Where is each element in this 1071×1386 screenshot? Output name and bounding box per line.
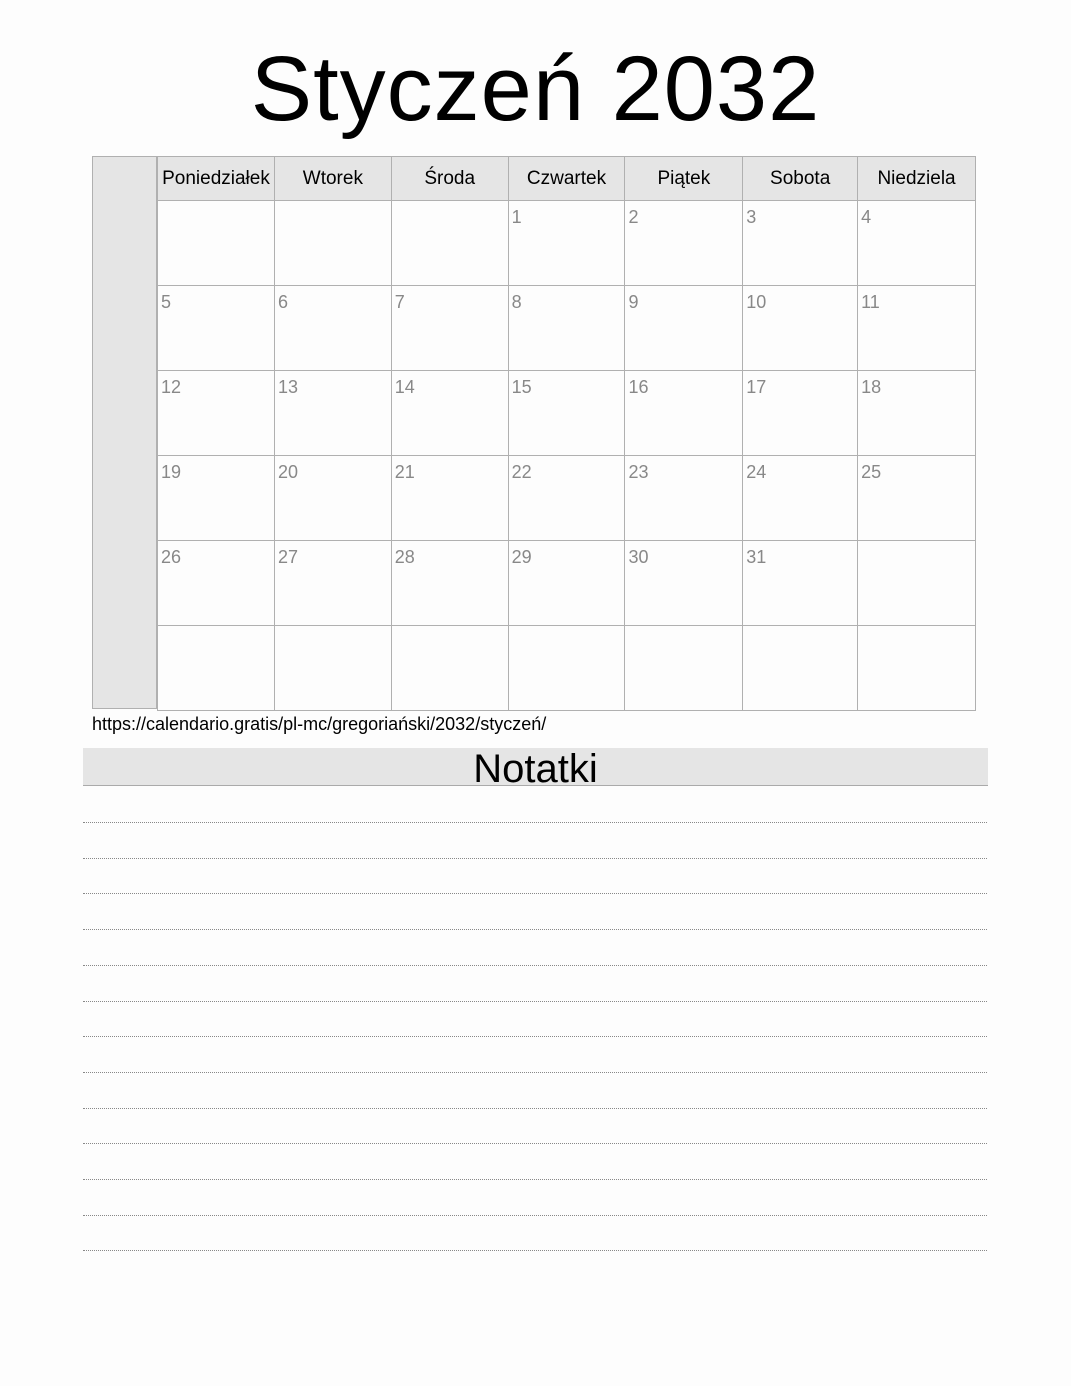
day-cell xyxy=(858,286,976,371)
day-number xyxy=(275,201,391,207)
day-number: 29 xyxy=(511,547,532,567)
day-number: 20 xyxy=(277,462,298,482)
weekday-header-row xyxy=(158,157,976,201)
day-cell xyxy=(858,201,976,286)
weekday-header: Sobota xyxy=(743,157,858,201)
day-number: 6 xyxy=(277,292,288,312)
day-number: 28 xyxy=(394,547,415,567)
day-cell xyxy=(625,201,743,286)
day-number xyxy=(858,541,975,547)
weekday-header: Piątek xyxy=(625,157,743,201)
day-number xyxy=(509,626,625,632)
day-cell xyxy=(391,371,508,456)
source-link[interactable]: https://calendario.gratis/pl-mc/gregoriański/2032/styczeń/ xyxy=(92,714,547,734)
weekday-header: Wtorek xyxy=(274,157,391,201)
day-number: 15 xyxy=(511,377,532,397)
day-cell xyxy=(158,541,275,626)
week-row xyxy=(158,456,976,541)
day-number: 31 xyxy=(746,547,767,567)
day-number: 27 xyxy=(277,547,298,567)
notes-line xyxy=(83,1108,987,1109)
day-cell xyxy=(625,286,743,371)
day-cell xyxy=(508,541,625,626)
day-cell xyxy=(858,541,976,626)
calendar-grid xyxy=(92,156,976,709)
notes-line xyxy=(83,1036,987,1037)
weekday-header: Czwartek xyxy=(508,157,625,201)
day-cell xyxy=(158,626,275,711)
weekday-header: Środa xyxy=(391,157,508,201)
day-number: 2 xyxy=(628,207,639,227)
day-number: 25 xyxy=(861,462,882,482)
weekday-header: Niedziela xyxy=(858,157,976,201)
day-cell xyxy=(391,286,508,371)
day-cell xyxy=(625,371,743,456)
day-cell xyxy=(743,201,858,286)
notes-line xyxy=(83,1072,987,1073)
day-cell xyxy=(274,286,391,371)
notes-line xyxy=(83,1001,987,1002)
day-cell xyxy=(743,371,858,456)
day-number: 26 xyxy=(161,547,182,567)
day-cell xyxy=(274,371,391,456)
day-cell xyxy=(391,201,508,286)
day-cell xyxy=(274,541,391,626)
day-number: 5 xyxy=(161,292,172,312)
day-cell xyxy=(158,201,275,286)
day-number xyxy=(625,626,742,632)
day-number xyxy=(158,201,274,207)
day-number: 17 xyxy=(746,377,767,397)
day-cell xyxy=(743,456,858,541)
day-cell xyxy=(508,456,625,541)
notes-line xyxy=(83,1250,987,1251)
day-number: 7 xyxy=(394,292,405,312)
day-cell xyxy=(158,456,275,541)
day-cell xyxy=(391,456,508,541)
day-cell xyxy=(625,541,743,626)
day-number: 16 xyxy=(628,377,649,397)
week-sidebar xyxy=(92,156,157,709)
week-row xyxy=(158,371,976,456)
day-cell xyxy=(625,626,743,711)
day-cell xyxy=(743,286,858,371)
day-cell xyxy=(391,541,508,626)
day-number: 21 xyxy=(394,462,415,482)
day-number xyxy=(158,626,274,632)
day-number: 11 xyxy=(861,292,880,312)
notes-line xyxy=(83,1179,987,1180)
week-row xyxy=(158,286,976,371)
day-cell xyxy=(858,456,976,541)
day-number: 3 xyxy=(746,207,757,227)
day-number xyxy=(392,626,508,632)
notes-line xyxy=(83,1215,987,1216)
day-number: 12 xyxy=(161,377,182,397)
page-title: Styczeń 2032 xyxy=(250,38,821,140)
week-row xyxy=(158,201,976,286)
day-cell xyxy=(274,456,391,541)
notes-line xyxy=(83,893,987,894)
day-cell xyxy=(158,371,275,456)
day-cell xyxy=(274,201,391,286)
day-number: 4 xyxy=(861,207,872,227)
day-cell xyxy=(508,286,625,371)
notes-line xyxy=(83,822,987,823)
notes-line xyxy=(83,858,987,859)
day-number: 23 xyxy=(628,462,649,482)
calendar-table xyxy=(157,156,976,711)
week-row xyxy=(158,626,976,711)
day-number: 10 xyxy=(746,292,767,312)
day-number xyxy=(275,626,391,632)
day-cell xyxy=(743,626,858,711)
day-cell xyxy=(508,626,625,711)
day-cell xyxy=(858,371,976,456)
day-cell xyxy=(625,456,743,541)
day-number: 22 xyxy=(511,462,532,482)
day-cell xyxy=(158,286,275,371)
day-number: 13 xyxy=(277,377,298,397)
day-cell xyxy=(743,541,858,626)
day-number: 14 xyxy=(394,377,415,397)
day-number: 1 xyxy=(511,207,522,227)
day-cell xyxy=(508,201,625,286)
notes-heading: Notatki xyxy=(83,748,988,786)
day-number xyxy=(858,626,975,632)
day-number: 24 xyxy=(746,462,767,482)
week-row xyxy=(158,541,976,626)
day-number: 8 xyxy=(511,292,522,312)
notes-line xyxy=(83,929,987,930)
day-number xyxy=(743,626,857,632)
notes-line xyxy=(83,965,987,966)
day-number xyxy=(392,201,508,207)
day-cell xyxy=(391,626,508,711)
day-number: 30 xyxy=(628,547,649,567)
day-cell xyxy=(858,626,976,711)
day-number: 18 xyxy=(861,377,882,397)
day-cell xyxy=(274,626,391,711)
day-cell xyxy=(508,371,625,456)
day-number: 19 xyxy=(161,462,182,482)
day-number: 9 xyxy=(628,292,639,312)
notes-line xyxy=(83,1143,987,1144)
weekday-header: Poniedziałek xyxy=(158,157,275,201)
